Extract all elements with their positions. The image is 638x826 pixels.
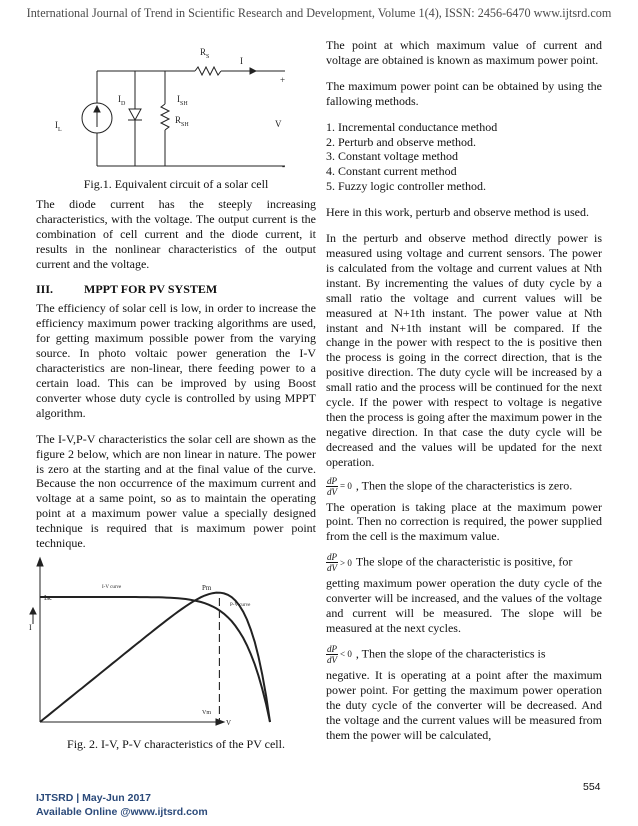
equation-negative: $\frac{dP}{dV}$ < 0 , Then the slope of the characteristics is — [327, 643, 546, 665]
paragraph: getting maximum power operation the duty cycle of the converter will be increased, and the values of the voltage and current will be measured. The slope will be measured at the next cycles. — [326, 576, 602, 635]
paragraph: The I-V,P-V characteristics the solar cell are shown as the figure 2 below, which are non linear in nature. The power is zero at the starting and at the final value of the curve. Because the non occurrence of the maximum current and voltage at a same point, so as to maintain the operating point at a maximum power value a specially designed technique is required that is maximum power point technique. — [36, 431, 316, 551]
page-number: 554 — [583, 781, 601, 793]
i-label: I — [240, 56, 243, 66]
figure-2-chart — [30, 550, 320, 736]
pm-label: Pm — [202, 584, 212, 592]
minus-label: - — [282, 161, 285, 171]
y-axis-arrow-icon — [37, 558, 43, 566]
vm-label: Vm — [202, 710, 211, 716]
right-column-text — [326, 38, 602, 742]
journal-header: International Journal of Trend in Scientific Research and Development, Volume 1(4), ISSN: 2456-6470 www.ijtsrd.com — [26, 6, 612, 20]
footer-issue: IJTSRD | May-Jun 2017 — [36, 792, 151, 804]
diode-icon — [129, 109, 141, 120]
id-label: $I_D$ — [118, 94, 126, 107]
il-label: $I_L$ — [55, 120, 62, 133]
shunt-resistor — [161, 104, 169, 130]
circuit-diagram — [40, 38, 320, 178]
paragraph: negative. It is operating at a point after the maximum power point. For getting the maximum power operation the duty cycle of the converter will be decreased. And the voltage and the current values will be measured from them the power will be calculated, — [326, 667, 602, 742]
paragraph: Here in this work, perturb and observe method is used. — [326, 205, 589, 220]
section-number: III. — [36, 281, 54, 296]
current-arrow-icon — [250, 68, 256, 74]
list-item: 3. Constant voltage method — [326, 149, 458, 164]
equation-zero: $\frac{dP}{dV}$ = 0 , Then the slope of the characteristics is zero. — [327, 475, 573, 497]
list-item: 1. Incremental conductance method — [326, 119, 498, 134]
x-axis-arrow-icon — [216, 719, 224, 725]
pv-curve-label: P-V curve — [230, 603, 251, 608]
footer-website: Available Online @www.ijtsrd.com — [36, 806, 208, 818]
list-item: 4. Constant current method — [326, 164, 457, 179]
figure-2-caption: Fig. 2. I-V, P-V characteristics of the PV cell. — [67, 737, 285, 751]
equation-positive: $\frac{dP}{dV}$ > 0 The slope of the characteristic is positive, for — [327, 552, 573, 574]
v-label: V — [275, 119, 282, 129]
iv-curve — [40, 597, 270, 722]
section-title: MPPT FOR PV SYSTEM — [84, 281, 218, 296]
list-item: 5. Fuzzy logic controller method. — [326, 179, 486, 194]
rsh-label: $R_{SH}$ — [175, 115, 189, 128]
ish-label: $I_{SH}$ — [177, 94, 188, 107]
plus-label: + — [280, 75, 286, 85]
paragraph: The point at which maximum value of current and voltage are obtained is known as maximum power point. — [326, 38, 602, 67]
rs-label: $R_S$ — [200, 47, 210, 60]
iv-pv-chart — [30, 550, 320, 736]
v-axis-label: V — [226, 719, 232, 727]
paragraph: The maximum power point can be obtained by using the fallowing methods. — [326, 78, 602, 108]
figure-1-circuit — [40, 38, 320, 178]
i-axis-label: I — [29, 623, 32, 632]
paragraph: The diode current has the steeply increasing characteristics, with the voltage. The output current is the combination of cell current and the diode current, it results in the nonlinear characteristics of the output current and the voltage. — [36, 197, 316, 271]
list-item: 2. Perturb and observe method. — [326, 134, 476, 149]
derivative-fraction: $\frac{dP}{dV}$ — [327, 475, 337, 497]
figure-1-caption: Fig.1. Equivalent circuit of a solar cell — [83, 177, 269, 191]
isc-label: Isc — [44, 594, 53, 602]
paragraph: The operation is taking place at the maximum power point. Then no correction is required, the power supplied from the cell is the maximum value. — [326, 499, 602, 544]
paragraph: In the perturb and observe method directly power is measured using voltage and current sensors. The power is calculated from the voltage and current values at Nth instant. By incrementing the values of duty cycle by a small ratio the voltage and current values will be measured at N+1th instant. The power value at Nth instant and N+1th instant will be compared. If the change in the power with respect to the is positive then the process is going in the correct direction, that is the positive direction. The duty cycle will be increased by a small ratio and the process will be continued for the next cycle. If the power with respect to voltage is negative then the process is going after the maximum power in the negative direction. In that case the duty cycle will be decreased and the values will be updated for the next operation. — [326, 231, 602, 469]
pv-curve — [40, 593, 270, 722]
series-resistor — [195, 67, 221, 75]
methods-list — [326, 120, 602, 195]
derivative-fraction: $\frac{dP}{dV}$ — [327, 643, 337, 665]
iv-curve-label: I-V curve — [102, 585, 122, 590]
section-heading — [36, 282, 316, 297]
left-column-text — [36, 197, 316, 551]
derivative-fraction: $\frac{dP}{dV}$ — [327, 552, 337, 574]
paragraph: The efficiency of solar cell is low, in order to increase the efficiency maximum power tracking algorithms are used, for getting maximum possible power from the varying source. In photo voltaic power generation the I-V characteristics are non-linear, there feeding power to a certain load. This can be improved by using Boost converter whose duty cycle is controlled by using MPPT algorithm. — [36, 301, 316, 420]
